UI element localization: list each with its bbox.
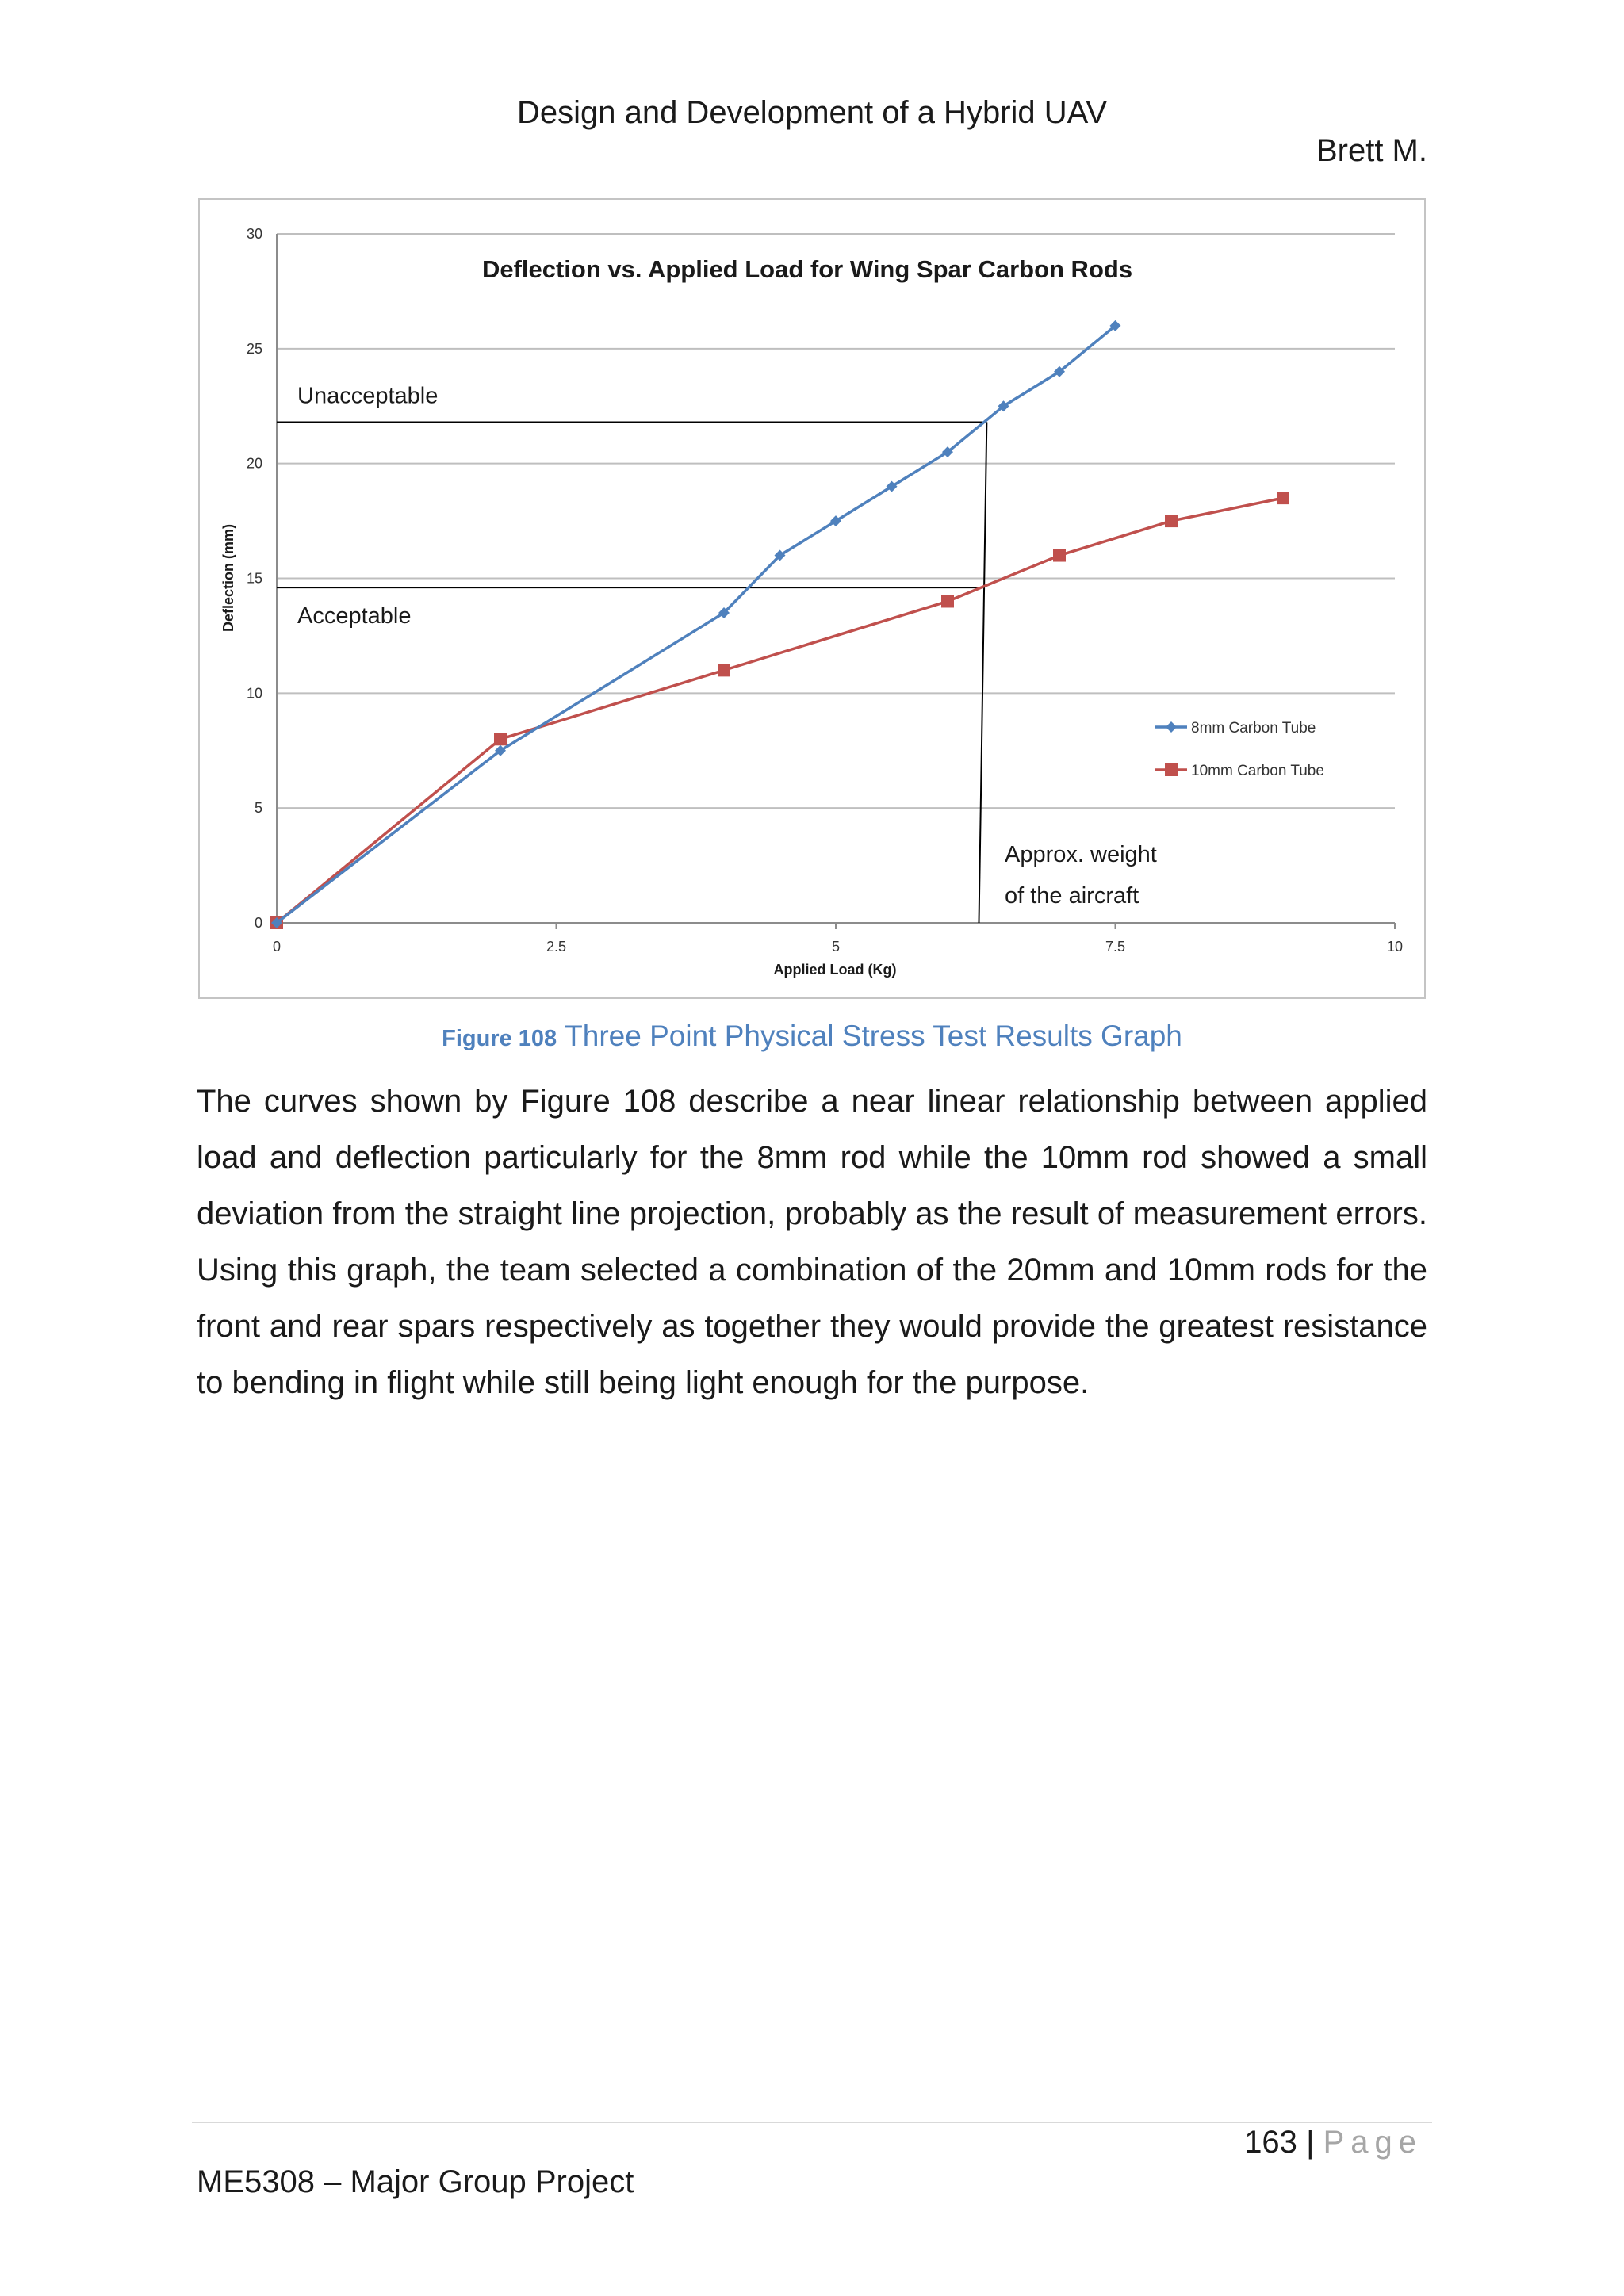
x-axis-label: Applied Load (Kg): [773, 962, 897, 978]
legend-label-8mm-carbon-tube: 8mm Carbon Tube: [1191, 720, 1316, 737]
footer-divider: [192, 2122, 1432, 2123]
page-number: [1244, 2125, 1423, 2160]
legend-label-10mm-carbon-tube: 10mm Carbon Tube: [1191, 763, 1324, 779]
figure-label: Figure 108: [442, 1026, 557, 1051]
chart-frame: [198, 198, 1426, 999]
y-tick-label: 30: [246, 226, 262, 242]
y-tick-label: 5: [254, 800, 262, 817]
y-tick-label: 20: [246, 455, 262, 472]
data-point-10mm-carbon-tube: [1277, 492, 1289, 504]
chart-title: Deflection vs. Applied Load for Wing Spar Carbon Rods: [481, 255, 1133, 283]
legend-marker-10mm-carbon-tube: [1165, 763, 1178, 776]
data-point-10mm-carbon-tube: [718, 664, 730, 676]
data-point-10mm-carbon-tube: [1053, 549, 1066, 562]
deflection-chart: [200, 200, 1427, 1001]
weight-label-line1: Approx. weight: [1005, 842, 1157, 867]
aircraft-weight-line: [979, 423, 986, 923]
page-word: Page: [1323, 2125, 1423, 2160]
x-tick-label: 0: [272, 939, 282, 955]
x-tick-label: 7.5: [1105, 939, 1126, 955]
running-header-author: Brett M.: [1316, 133, 1427, 168]
y-axis-label: Deflection (mm): [220, 523, 236, 633]
page-number-value: 163: [1244, 2125, 1297, 2160]
y-tick-label: 15: [246, 570, 262, 587]
running-header-title: Design and Development of a Hybrid UAV: [516, 95, 1108, 130]
weight-label-line2: of the aircraft: [1005, 883, 1139, 909]
data-point-10mm-carbon-tube: [494, 733, 507, 745]
body-paragraph: The curves shown by Figure 108 describe a near linear relationship between applied load and deflection particularly for the 8mm rod while the 10mm rod showed a small deviation from the straight line projection, probably as the result of measurement errors. Using this graph, the team selected a combination of the 20mm and 10mm rods for the front and rear spars respectively as together they would provide the greatest resistance to bending in flight while still being light enough for the purpose.: [197, 1084, 1427, 1400]
y-tick-label: 0: [254, 915, 262, 931]
x-tick-label: 2.5: [546, 939, 567, 955]
unacceptable-label: Unacceptable: [297, 383, 439, 409]
footer-course: ME5308 – Major Group Project: [197, 2164, 634, 2199]
figure-caption: [0, 1020, 1624, 1053]
page-separator: |: [1306, 2125, 1315, 2160]
y-tick-label: 10: [246, 685, 262, 702]
acceptable-label: Acceptable: [297, 603, 412, 629]
x-tick-label: 5: [831, 939, 841, 955]
data-point-10mm-carbon-tube: [941, 595, 954, 607]
y-tick-label: 25: [246, 340, 262, 357]
figure-caption-text: Three Point Physical Stress Test Results Graph: [565, 1020, 1182, 1052]
data-point-10mm-carbon-tube: [1165, 515, 1178, 527]
legend-marker-8mm-carbon-tube: [1166, 721, 1177, 733]
x-tick-label: 10: [1386, 939, 1404, 955]
